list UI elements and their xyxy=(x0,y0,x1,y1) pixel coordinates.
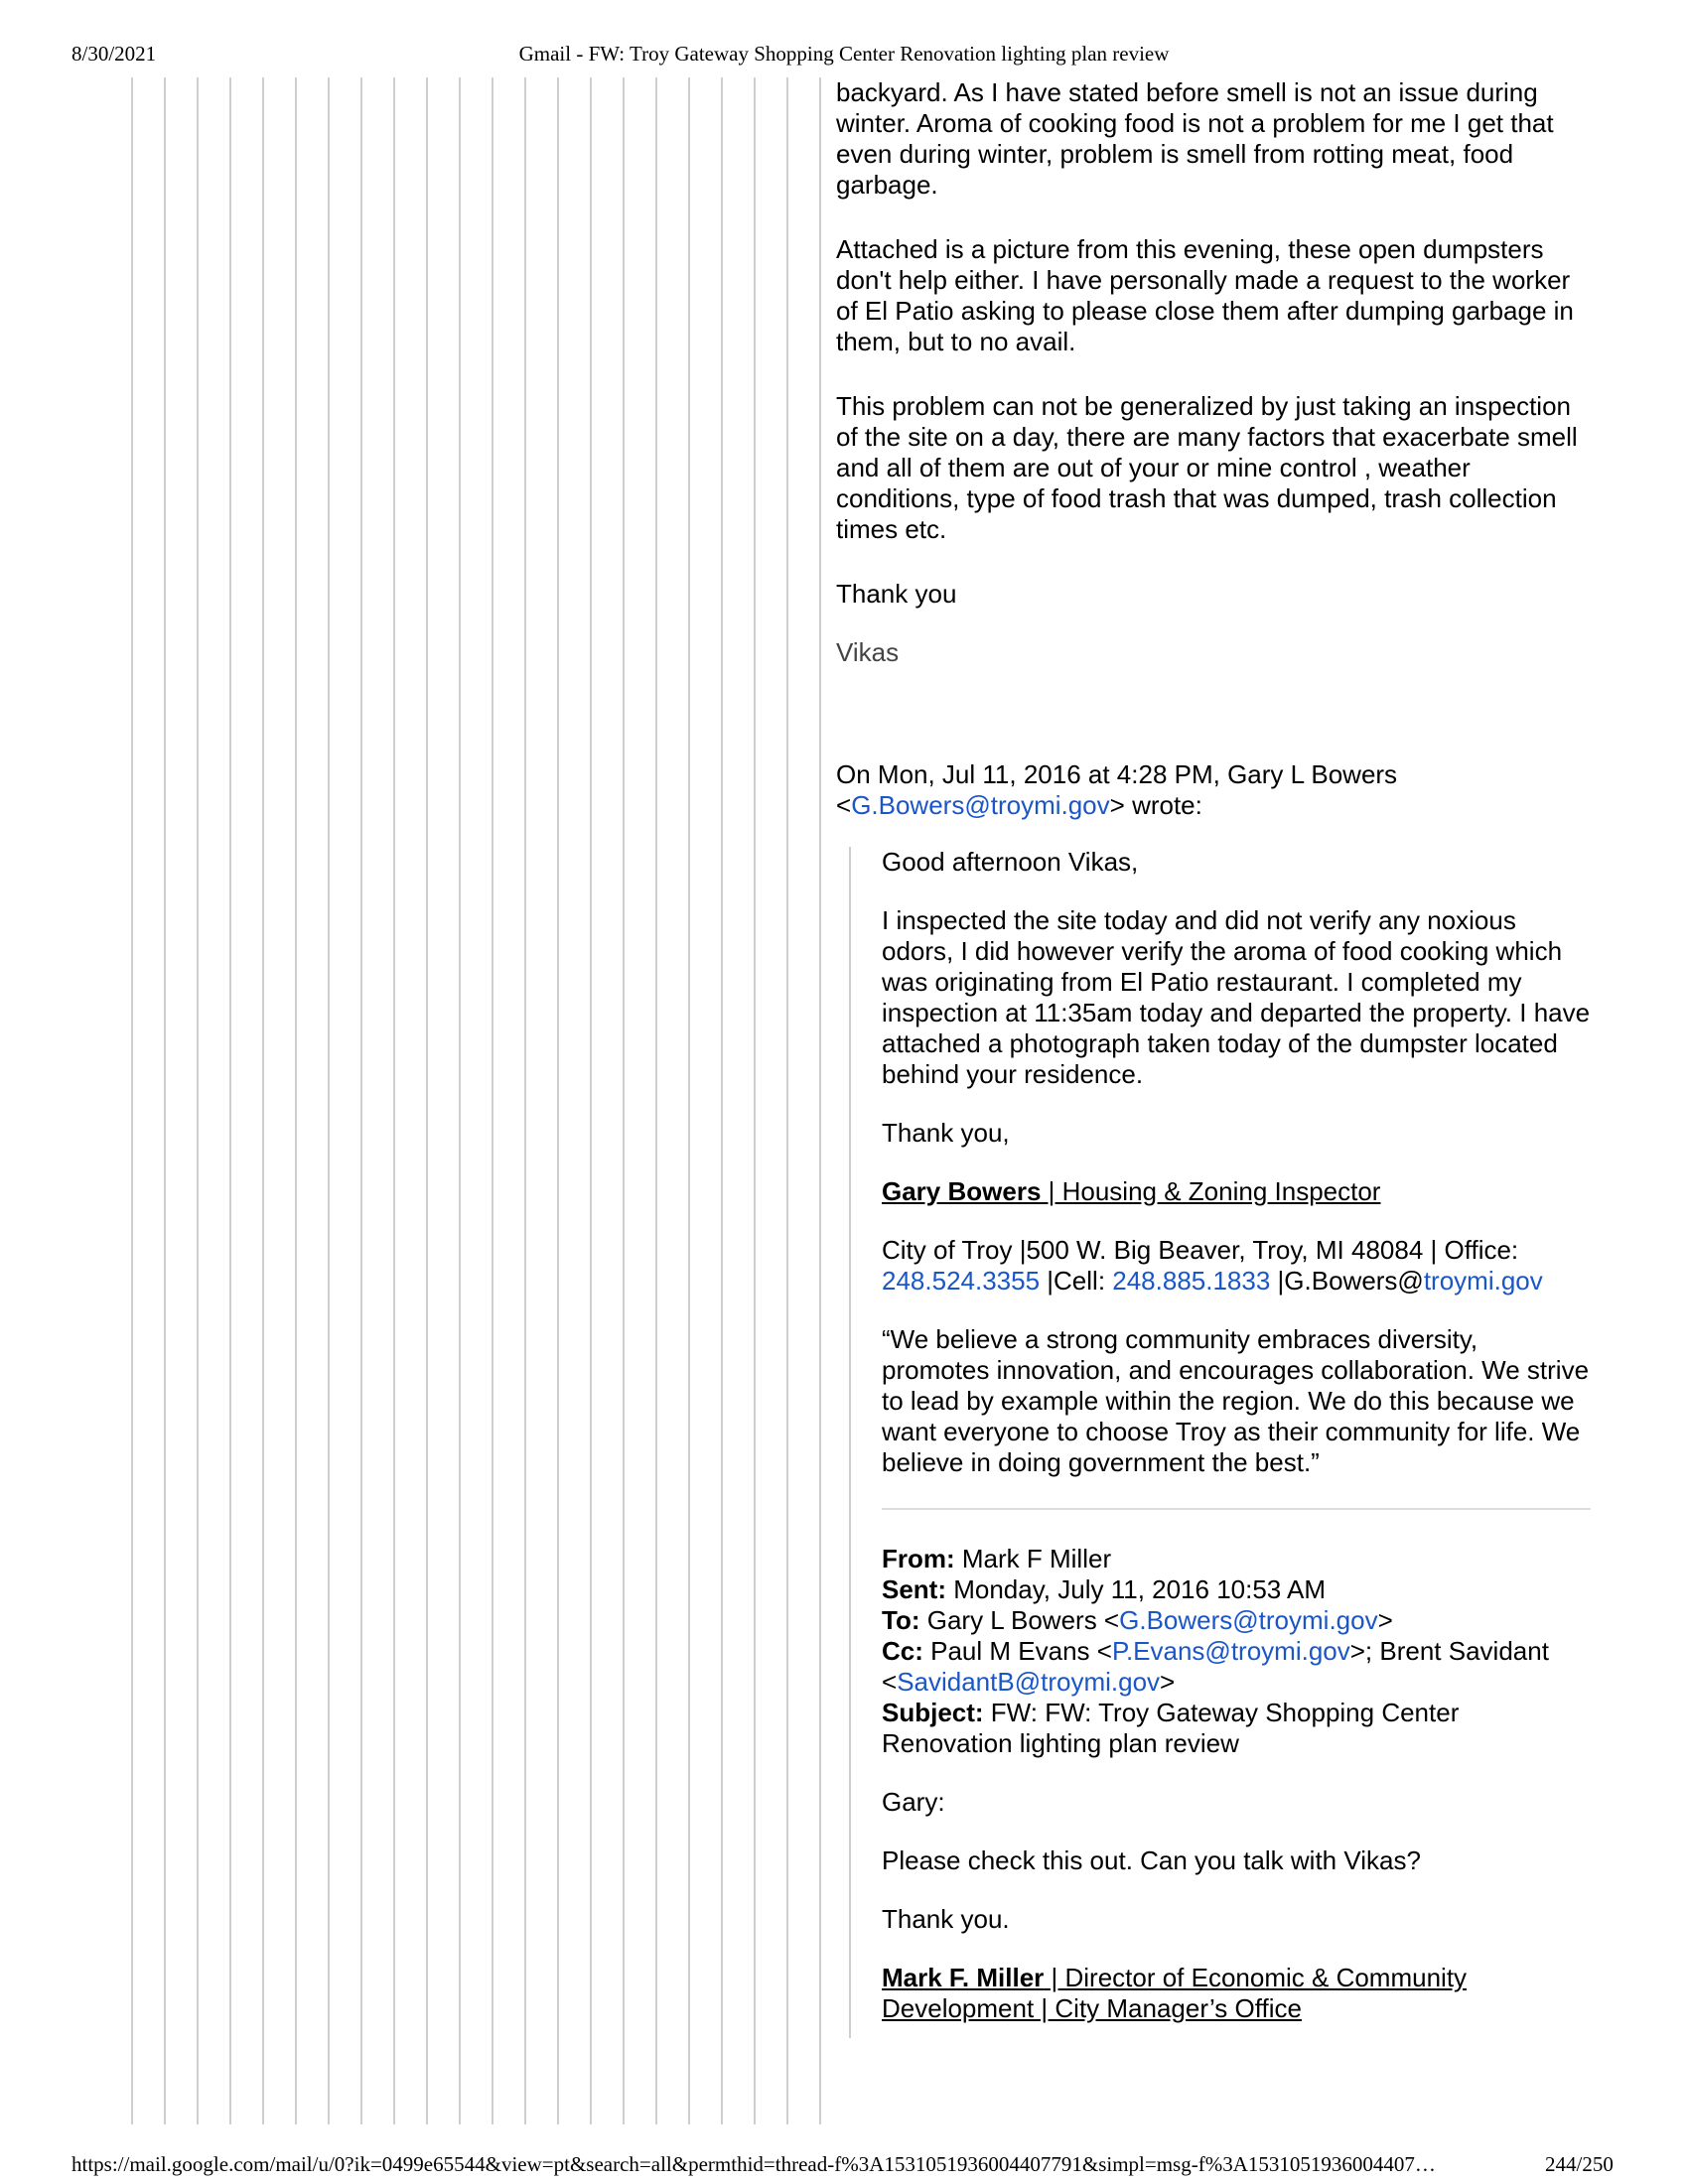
miller-signature: Mark F. Miller | Director of Economic & Community Development | City Manager’s Office xyxy=(882,1963,1468,2023)
forward-headers: From: Mark F Miller Sent: Monday, July 11, 2016 10:53 AM To: Gary L Bowers <G.Bowers@troymi.gov> Cc: Paul M Evans <P.Evans@troymi.gov>; Brent Savidant <SavidantB@troymi.gov> Subject: FW: FW: Troy Gateway Shopping Center Renovation lighting plan review xyxy=(882,1544,1549,1758)
attribution-email-link[interactable]: G.Bowers@troymi.gov xyxy=(851,790,1110,820)
print-url: https://mail.google.com/mail/u/0?ik=0499e65544&view=pt&search=all&permthid=thread-f%3A1531051936004407791&simpl=msg-f%3A1531051936004407… xyxy=(71,2152,1436,2176)
quote-indent-line xyxy=(754,77,756,2124)
quote-indent-line xyxy=(655,77,657,2124)
quote-indent-line xyxy=(164,77,166,2124)
reply-signature: Vikas xyxy=(836,637,900,667)
quoted-greeting: Good afternoon Vikas, xyxy=(882,847,1139,877)
to-email-link[interactable]: G.Bowers@troymi.gov xyxy=(1119,1605,1378,1635)
reply-thanks: Thank you xyxy=(836,579,957,609)
quote-indent-line xyxy=(590,77,592,2124)
office-phone-link[interactable]: 248.524.3355 xyxy=(882,1266,1041,1296)
bowers-contact: City of Troy |500 W. Big Beaver, Troy, MI 48084 | Office: 248.524.3355 |Cell: 248.885.1833 |G.Bowers@troymi.gov xyxy=(882,1235,1543,1296)
reply-paragraph: backyard. As I have stated before smell is not an issue during winter. Aroma of cooking food is not a problem for me I get that even during winter, problem is smell from rotting meat, food garbage. xyxy=(836,77,1554,200)
quote-indent-line xyxy=(819,77,821,2124)
quote-indent-line xyxy=(229,77,231,2124)
quote-indent-line xyxy=(360,77,362,2124)
email-body xyxy=(836,77,1591,2038)
quote-indent-line xyxy=(492,77,493,2124)
quote-indent-line xyxy=(328,77,330,2124)
quote-indent-line xyxy=(524,77,526,2124)
quote-indent-line xyxy=(393,77,395,2124)
quoted-message xyxy=(849,847,1591,2038)
city-motto: “We believe a strong community embraces diversity, promotes innovation, and encourages collaboration. We strive to lead by example within the region. We do this because we want everyone to choose Troy as their community for life. We believe in doing government the best.” xyxy=(882,1324,1590,1477)
cc-email-link-2[interactable]: SavidantB@troymi.gov xyxy=(897,1667,1161,1697)
forward-body: Please check this out. Can you talk with Vikas? xyxy=(882,1845,1421,1875)
quote-indent-line xyxy=(131,77,133,2124)
print-title: Gmail - FW: Troy Gateway Shopping Center Renovation lighting plan review xyxy=(518,42,1170,66)
forward-greeting: Gary: xyxy=(882,1787,945,1817)
quote-indent-line xyxy=(197,77,199,2124)
quote-attribution: On Mon, Jul 11, 2016 at 4:28 PM, Gary L Bowers <G.Bowers@troymi.gov> wrote: xyxy=(836,759,1398,820)
forward-divider xyxy=(882,1508,1591,1510)
quote-indent-line xyxy=(262,77,264,2124)
cell-phone-link[interactable]: 248.885.1833 xyxy=(1112,1266,1271,1296)
quote-indent-line xyxy=(721,77,723,2124)
quote-indent-lines xyxy=(0,77,894,2124)
print-date: 8/30/2021 xyxy=(71,42,157,66)
quote-indent-line xyxy=(459,77,461,2124)
bowers-signature: Gary Bowers | Housing & Zoning Inspector xyxy=(882,1176,1381,1206)
domain-link[interactable]: troymi.gov xyxy=(1423,1266,1543,1296)
quote-indent-line xyxy=(688,77,690,2124)
quote-indent-line xyxy=(786,77,788,2124)
quoted-body: I inspected the site today and did not verify any noxious odors, I did however verify the aroma of food cooking which was originating from El Patio restaurant. I completed my inspection at 11:35am today and departed the property. I have attached a photograph taken today of the dumpster located behind your residence. xyxy=(882,905,1591,1089)
quote-indent-line xyxy=(623,77,625,2124)
forward-thanks: Thank you. xyxy=(882,1904,1010,1934)
quoted-thanks: Thank you, xyxy=(882,1118,1010,1148)
reply-paragraph: This problem can not be generalized by just taking an inspection of the site on a day, there are many factors that exacerbate smell and all of them are out of your or mine control , weather conditions, type of food trash that was dumped, trash collection times etc. xyxy=(836,391,1578,544)
reply-paragraph: Attached is a picture from this evening, these open dumpsters don't help either. I have personally made a request to the worker of El Patio asking to please close them after dumping garbage in them, but to no avail. xyxy=(836,234,1574,356)
quote-indent-line xyxy=(295,77,297,2124)
cc-email-link-1[interactable]: P.Evans@troymi.gov xyxy=(1111,1636,1350,1666)
quote-indent-line xyxy=(426,77,428,2124)
page-number: 244/250 xyxy=(1545,2152,1614,2176)
quote-indent-line xyxy=(557,77,559,2124)
